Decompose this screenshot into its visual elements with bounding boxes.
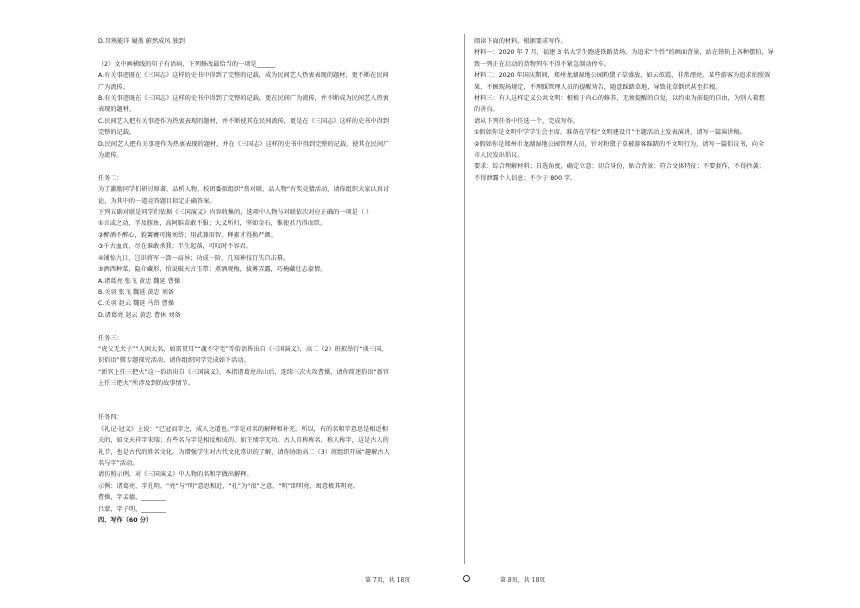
- text-line: 《礼记·冠义》上说：“已冠而字之，成人之道也。”字是对名的解释和补充。所以，有的名和字意思是相近相: [98, 425, 388, 433]
- text-line: ④铺惊九日，岂识将军一箭一肩异；功成一阶，几知神技百失百击幕。: [98, 254, 290, 262]
- text-line: ③千古血真，尽在谁敢杀我；半生起落，可叹时不容君。: [98, 243, 253, 251]
- text-line: “虎父无犬子”“人困大名，如雷贯耳”“魂不守宅”等俗语皆出自《三国演义》，高二（2）班拟举行“谈三国、: [98, 345, 388, 353]
- text-line: A.有关事迹既在《三国志》这样的史书中得到了完整的记载，成为民间艺人热衷表现的题材，更不断在民间: [98, 72, 389, 80]
- text-line: 上任三把火”所涉及到的故事情节。: [98, 380, 195, 388]
- text-line: 任务四：: [98, 414, 123, 422]
- page-number-left: 第 7页，共 18页: [365, 577, 411, 584]
- text-line: 任务二：: [98, 174, 123, 182]
- left-column: [98, 36, 456, 526]
- text-line: 市人民发出倡议。: [474, 152, 524, 160]
- text-line: B.关羽 张飞 魏延 黄忠 刘备: [98, 288, 174, 296]
- text-line: 材料三：有人这样定义公共文明：根植于内心的修养，无须提醒的自觉，以约束为前提的自由，为别人着想: [474, 95, 765, 103]
- text-line: ①假如你是文明中学学生会主席，准备在学校“文明建设月”主题活动上发表演讲，请写一篇演讲稿。: [474, 129, 746, 137]
- text-line: “新官上任三把火”这一俗语出自《三国演义》，本指诸葛亮出山后，连续三次火攻曹操，请你简述俗语“新官: [98, 368, 390, 376]
- text-line: （2）文中画横线的句子有语病，下列修改最恰当的一项是______: [98, 60, 276, 68]
- text-line: 材料一：2020 年 7 月，福建 3 名大学生跑进铁路货场，为追求“个性”的画面背景，站在铁轨上各种摆拍，导: [474, 49, 774, 57]
- text-line: D.诸葛亮 赵云 黄忠 曹休 刘备: [98, 311, 181, 319]
- text-line: 材料二：2020 年国庆期间，郑州龙湖湿地公园粉黛子草盛放，如云似霞，非常漂亮。某些游客为追求拍照效: [474, 72, 771, 80]
- text-line: 论，为其中的一道竞答题目拟定正确答案。: [98, 197, 216, 205]
- text-line: ①言或之动，孚及豚鱼，高阿膑苗敢不服；大义所归，坚如金石，惟使君乃得而臣。: [98, 220, 327, 228]
- text-line: [98, 390, 456, 401]
- text-line: 示例：诸葛亮，字孔明。“亮”与“明”意思相近，“孔”为“很”之意，“明”即明亮，寓意极其明亮。: [98, 482, 359, 490]
- text-line: 曹操，字孟德，________: [98, 494, 167, 502]
- text-line: ②醉酒不醉心，貌篝賽可掬刘岱；用武兼用智，释素才得换严颜。: [98, 231, 277, 239]
- text-line: 果，不顾现场规定，不理睬管理人员的提醒劝告，随意踩踏草地，导致花草倒伏甚至拦根。: [474, 83, 722, 91]
- text-line: [98, 47, 456, 58]
- text-line: D.民间艺人把有关事迹作为热衷表现的题材，并在《三国志》这样的史书中得到完整的记载，使其在民间广: [98, 140, 390, 148]
- right-column: [474, 36, 814, 184]
- text-line: 阅读下面的材料，根据要求写作。: [474, 38, 567, 45]
- text-line: 完整的记载。: [98, 129, 136, 137]
- text-line: 任务三：: [98, 334, 123, 342]
- column-divider: [464, 34, 465, 564]
- text-line: 要求：综合理解材料；自选角度，确定立意；切合身份，贴合背景；符合文体特征；不要套作，不得抄袭；: [474, 163, 765, 171]
- text-line: 请从下列任务中任选一个，完成写作。: [474, 117, 580, 125]
- text-line: C.民间艺人把有关事迹作为热衷表现的题材，并不断使其在民间流传，更是在《三国志》这样的史书中得到: [98, 117, 389, 125]
- text-line: [98, 161, 456, 172]
- text-line: ⑤洒西种菜，隐介藏形，怕说破天言玉带；煮酒观梅，拔雾弄露，巧掩藏壮志豪情。: [98, 266, 327, 274]
- text-line: 为流传。: [98, 152, 123, 160]
- text-line: 吕蒙，字子明，________: [98, 505, 167, 513]
- text-line: 礼节，也是古代的姓名文化。为增强学生对古代文化常识的了解，请你协助高二（3）班组织开展“趣解古人: [98, 448, 390, 456]
- text-line: 关的，如文天祥字宋瑞；有些名与字是相反相成的，如王绩字无功。古人自称称名，称人称字，这是古人的: [98, 437, 389, 445]
- text-line: 不得泄露个人信息；不少于 800 字。: [474, 174, 577, 182]
- text-line: 下列五副对联是同学们依据《三国演义》内容收集的，选项中人物与对联依次对应正确的一项是（ ）: [98, 209, 373, 217]
- text-line: A.诸葛亮 张飞 黄忠 魏延 曹操: [98, 277, 181, 285]
- text-line: 广为流传。: [98, 83, 129, 91]
- text-line: 表现的题材。: [98, 106, 136, 114]
- text-line: [98, 321, 456, 332]
- text-line: [98, 401, 456, 412]
- text-line: 为了激励同学们研讨原著、品析人物，校团委拟组织“赏对联、品人物”有奖竞猜活动，请你组织大家认真讨: [98, 186, 390, 194]
- text-line: D.耳熟能详 履盖 蔚然成风 独到: [98, 38, 185, 45]
- text-line: 的善良。: [474, 106, 499, 114]
- text-line: 致一列正在启动的货物列车不得不紧急制动停车。: [474, 60, 611, 68]
- text-line: 请仿照示例，对《三国演义》中人物的名和字做出解释。: [98, 471, 253, 479]
- binding-hole-icon: [463, 575, 470, 582]
- text-line: C.关羽 赵云 魏延 马岱 曹操: [98, 300, 175, 308]
- page-number-right: 第 8页，共 18页: [500, 577, 546, 584]
- text-line: 四、写作（60 分）: [98, 516, 153, 524]
- text-line: B.有关事迹既在《三国志》这样的史书中得到了完整的记载，更在民间广为流传，并不断成为民间艺人热衷: [98, 95, 389, 103]
- text-line: 识俗语”微专题探究活动，请你组织同学完成如下活动。: [98, 357, 250, 365]
- text-line: ②假如你是郑州市龙湖湿地公园管理人员，针对粉黛子草被游客踩踏的不文明行为，请写一篇倡议书，向全: [474, 140, 765, 148]
- text-line: 名与字”活动。: [98, 459, 139, 467]
